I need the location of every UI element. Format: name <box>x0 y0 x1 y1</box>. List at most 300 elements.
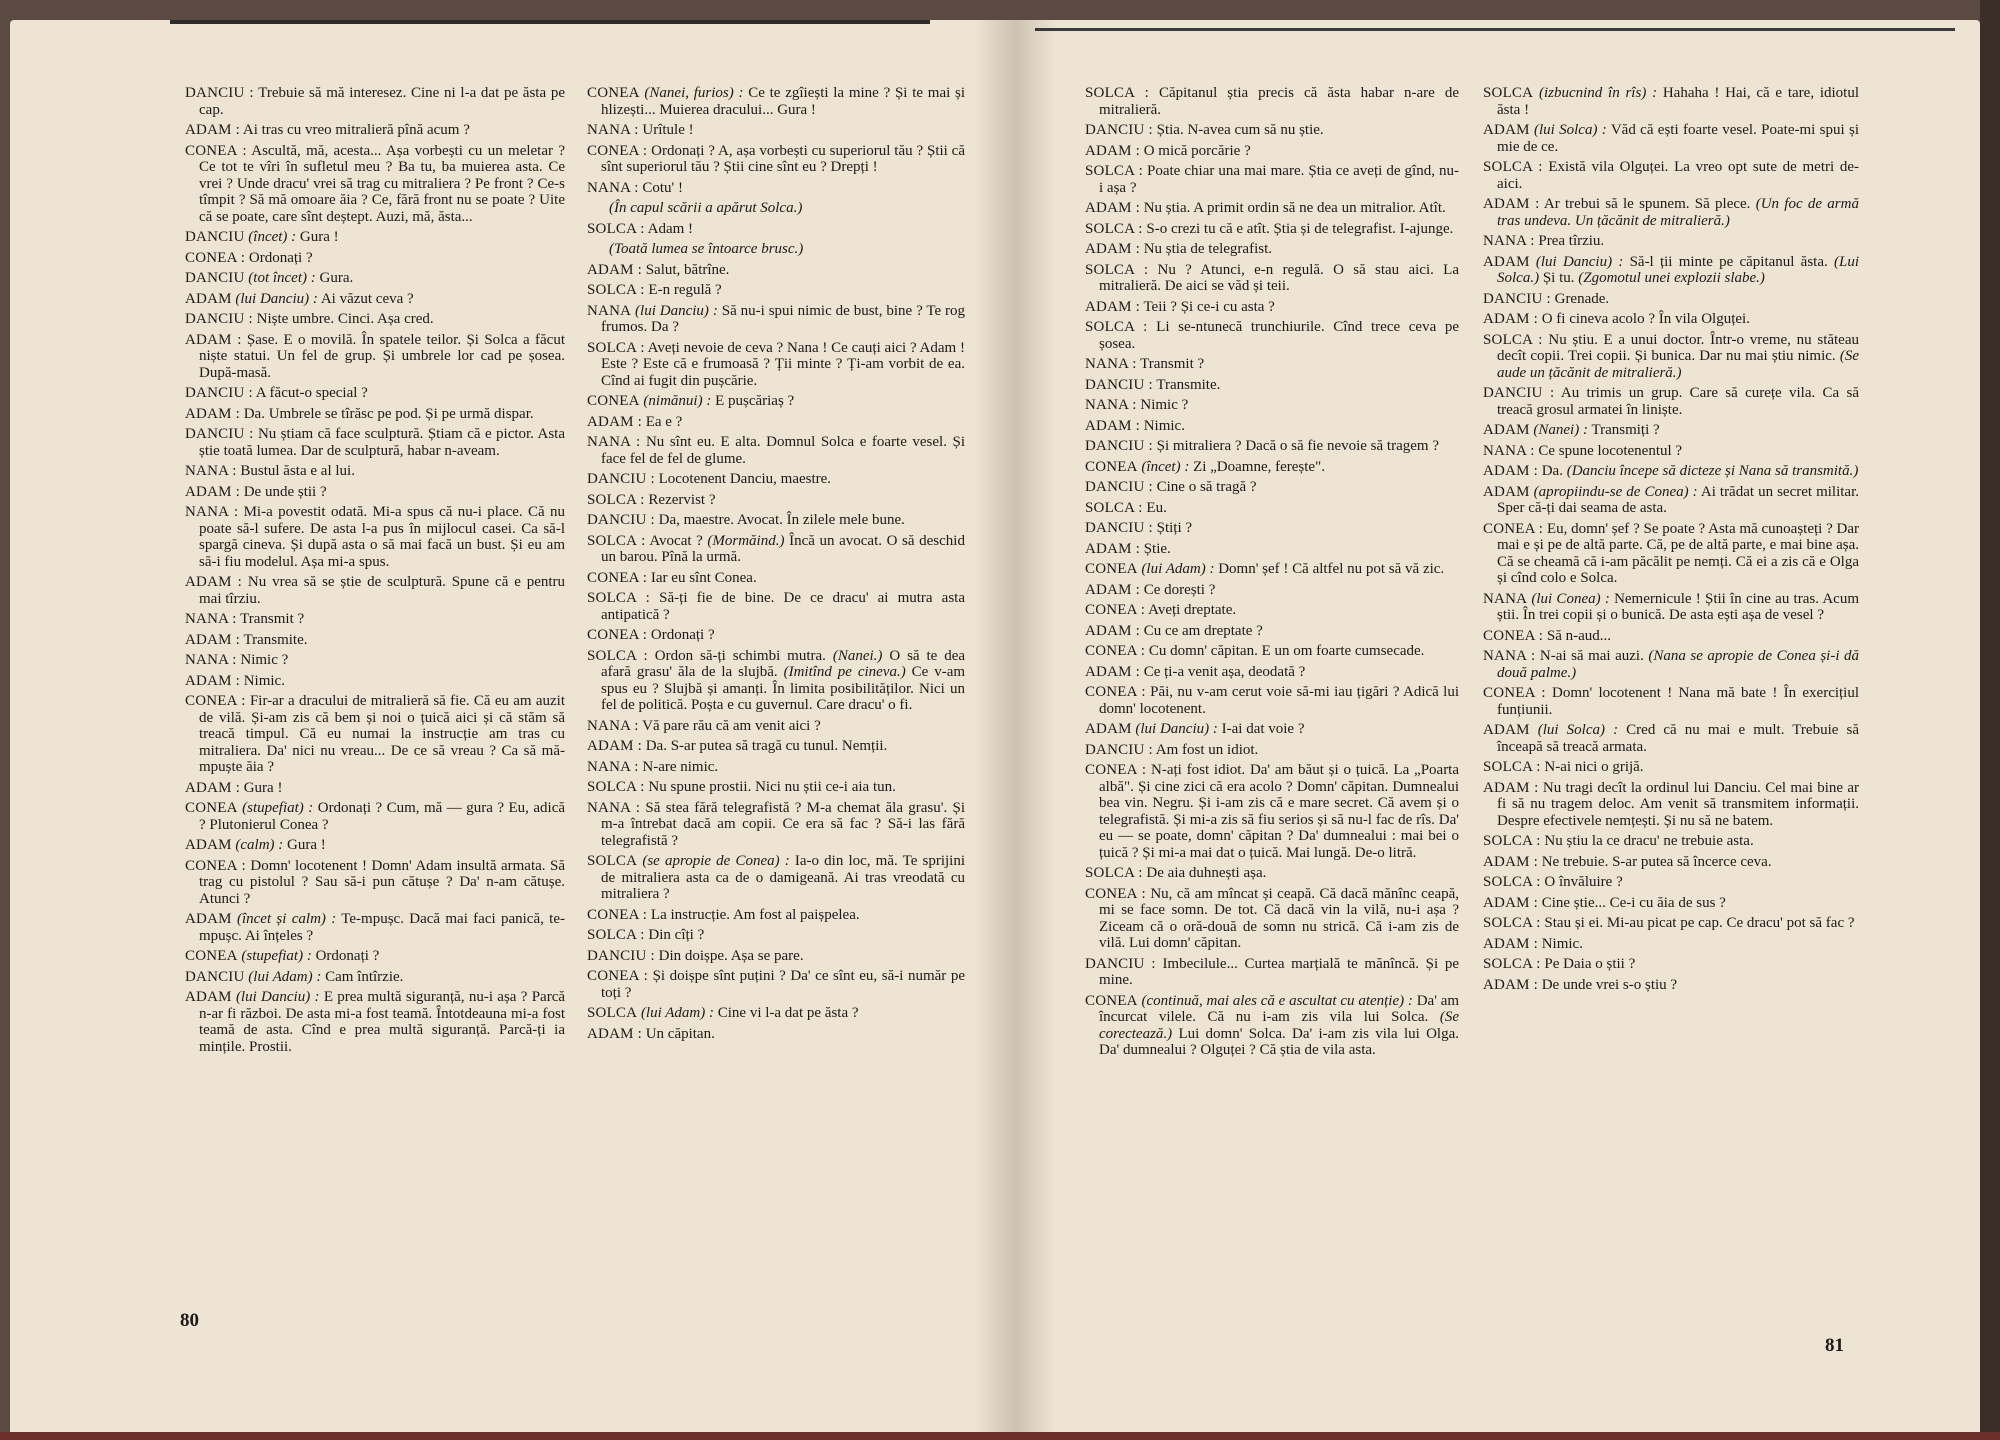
speaker-name: DANCIU <box>185 229 245 245</box>
right-page <box>1015 20 1980 1435</box>
dialogue-line <box>1483 648 1859 681</box>
dialogue-line <box>1483 122 1859 155</box>
speaker-name: SOLCA : <box>1085 319 1148 335</box>
line-text: De aia duhnești așa. <box>1146 865 1267 881</box>
speaker-name: CONEA : <box>185 693 246 709</box>
line-text: Urîtule ! <box>642 122 694 138</box>
dialogue-line <box>587 800 965 850</box>
line-text: Niște umbre. Cinci. Așa cred. <box>256 311 434 327</box>
speaker-name: DANCIU : <box>1085 122 1153 138</box>
stage-direction-inline: (Se corectează.) <box>1099 1009 1460 1042</box>
dialogue-line <box>1085 438 1459 455</box>
dialogue-line <box>185 291 565 308</box>
line-text: E-n regulă ? <box>648 282 722 298</box>
stage-direction-inline: (încet) : <box>1141 458 1190 475</box>
dialogue-line <box>1085 721 1459 738</box>
line-text: Fir-ar a dracului de mitralieră să fie. Că eu am auzit de vilă. Și-am zis că bem și noi o țuică aici și că stăm să treacă timpul. Că eu numai la instrucție am tras cu mitraliera. Da' nici nu vreau... De ce să vreau ? Ca să mă-mpuște ăia ? <box>199 693 566 775</box>
speaker-name: SOLCA : <box>1483 833 1541 849</box>
speaker-name: ADAM : <box>185 122 240 138</box>
line-text: Și mitraliera ? Dacă o să fie nevoie să tragem ? <box>1156 438 1439 454</box>
speaker-name: SOLCA : <box>1483 874 1541 890</box>
speaker-name: ADAM : <box>1483 463 1538 479</box>
speaker-name: CONEA : <box>1085 643 1146 659</box>
speaker-name: SOLCA : <box>1085 261 1149 278</box>
line-text: Lui domn' Solca. Da' i-am zis vila lui Olga. Da' dumnealui ? Olguței ? Că știa de vila asta. <box>1099 1025 1460 1058</box>
speaker-name: ADAM : <box>1085 200 1140 216</box>
line-text: Eu. <box>1146 499 1167 516</box>
speaker-name: CONEA : <box>587 569 648 586</box>
stage-direction-inline: (Nana se apropie de Conea și-i dă două palme.) <box>1497 648 1860 681</box>
line-text: Vă pare rău că am venit aici ? <box>642 717 821 734</box>
dialogue-line <box>587 570 965 587</box>
speaker-name: ADAM : <box>185 483 240 500</box>
stage-direction-inline: (stupefiat) : <box>241 948 312 964</box>
left-column-2 <box>587 85 965 1046</box>
line-text: Să-ți fie de bine. De ce dracu' ai mutra asta antipatică ? <box>601 590 966 623</box>
speaker-name: ADAM : <box>185 631 240 648</box>
dialogue-line <box>1085 479 1459 496</box>
dialogue-line <box>1085 623 1459 640</box>
dialogue-line <box>587 340 965 390</box>
line-text: Cu domn' căpitan. E un om foarte cumsecade. <box>1148 643 1425 659</box>
line-text: Avocat ? <box>649 532 703 549</box>
line-text: Gura ! <box>287 837 326 853</box>
speaker-name: ADAM : <box>587 1025 642 1042</box>
stage-direction-inline: (lui Danciu) : <box>235 290 318 307</box>
dialogue-line <box>185 911 565 944</box>
line-text: Nu, că am mîncat și ceapă. Că dacă mănînc ceapă, mi se face somn. De tot. Că dacă vin la vilă, nu-i așa ? Ziceam că o oră-două de somn nu strică. Că i-am zis de vilă. Lui domn' căpitan. <box>1099 885 1460 951</box>
line-text: De unde știi ? <box>243 483 327 500</box>
dialogue-line <box>1085 122 1459 139</box>
speaker-name: DANCIU <box>185 968 245 985</box>
speaker-name: DANCIU : <box>1085 479 1153 495</box>
left-column-1 <box>185 85 565 1059</box>
speaker-name: ADAM : <box>1483 311 1538 327</box>
speaker-name: NANA : <box>587 434 641 450</box>
dialogue-line <box>1085 85 1459 118</box>
line-text: Gura. <box>319 270 354 286</box>
dialogue-line <box>1483 854 1859 871</box>
speaker-name: SOLCA <box>587 853 638 869</box>
speaker-name: ADAM : <box>1483 779 1539 796</box>
dialogue-line <box>587 143 965 176</box>
dialogue-line <box>185 270 565 287</box>
right-column-2 <box>1483 85 1859 997</box>
line-text: Ai tras cu vreo mitralieră pînă acum ? <box>242 122 470 138</box>
line-text: Cine știe... Ce-i cu ăia de sus ? <box>1541 894 1726 911</box>
line-text: Transmite. <box>243 631 308 648</box>
top-rule <box>1035 28 1955 31</box>
dialogue-line <box>587 779 965 796</box>
stage-direction-inline: (lui Conea) : <box>1531 590 1610 607</box>
line-text: Ordonați ? Cum, mă — gura ? Eu, adică ? Plutonierul Conea ? <box>199 800 566 833</box>
dialogue-line <box>1483 895 1859 912</box>
line-text: Ordon să-ți schimbi mutra. <box>654 647 826 664</box>
speaker-name: ADAM : <box>587 413 642 430</box>
speaker-name: ADAM <box>185 837 232 853</box>
speaker-name: CONEA : <box>1085 885 1146 902</box>
speaker-name: ADAM : <box>1085 622 1140 639</box>
line-text: Ar trebui să le spunem. Să plece. <box>1543 196 1751 212</box>
dialogue-line <box>1085 602 1459 619</box>
line-text: Aveți nevoie de ceva ? Nana ! Ce cauți aici ? Adam ! Este ? Este că e frumoasă ? Ții minte ? Ți-am vorbit de ea. Cînd ai fugit din pușcărie. <box>601 339 965 389</box>
line-text: N-ați fost idiot. Da' am băut și o țuică. La „Poarta albă". Și cine zici că era acolo ? Domn' căpitan. Dumnealui bea vin. Negru. Și i-am zis că e mare secret. Că avem și o telegrafistă. Și mi-a zis să fiu serios și să nu-l fac de rîs. Da' eu — se poate, domn' căpitan ? Da' dumnealui : mai bei o țuică ? Și mi-a mai dat o țuică. Mai lungă. De-o litră. <box>1099 762 1460 861</box>
dialogue-line <box>1483 254 1859 287</box>
stage-direction-inline: (lui Danciu) : <box>235 989 320 1005</box>
dialogue-line <box>185 332 565 382</box>
speaker-name: SOLCA : <box>1483 159 1543 175</box>
line-text: Nimic ? <box>240 652 289 668</box>
speaker-name: CONEA <box>185 800 238 816</box>
gutter-shadow <box>975 20 1015 1435</box>
line-text: Da. S-ar putea să tragă cu tunul. Nemții. <box>645 738 888 754</box>
stage-direction-inline: (se apropie de Conea) : <box>642 853 790 869</box>
speaker-name: CONEA <box>185 948 238 964</box>
speaker-name: ADAM : <box>185 405 240 422</box>
speaker-name: SOLCA : <box>587 282 645 298</box>
dialogue-line <box>1483 85 1859 118</box>
dialogue-line <box>1085 299 1459 316</box>
line-text: Nu știa. A primit ordin să ne dea un mitralior. Atît. <box>1143 200 1446 216</box>
line-text: Nimic. <box>1143 417 1185 434</box>
dialogue-line <box>1483 915 1859 932</box>
dialogue-line <box>587 180 965 197</box>
stage-direction-inline: (calm) : <box>235 837 284 853</box>
speaker-name: ADAM <box>185 290 232 307</box>
dialogue-line <box>587 1005 965 1022</box>
speaker-name: CONEA : <box>1483 627 1544 644</box>
line-text: Ce v-am spus eu ? Slujbă și amanți. În limita posibilităților. Nici un fel de politică. Poșta e cu guvernul. Care dracu' o fi. <box>601 664 966 713</box>
top-rule <box>170 20 930 24</box>
dialogue-line <box>1085 143 1459 160</box>
speaker-name: ADAM : <box>1483 894 1538 911</box>
line-text: Grenade. <box>1554 290 1610 307</box>
dialogue-line <box>185 504 565 570</box>
line-text: Cam întîrzie. <box>325 968 404 985</box>
line-text: Aveți dreptate. <box>1148 602 1237 618</box>
line-text: Mi-a povestit odată. Mi-a spus că nu-i place. Că nu poate să-l sufere. De asta l-a pus în mijlocul casei. Ca să-l spargă cineva. Și după asta o să mai facă un bust. Și eu am să-i fiu modelul. Așa mi-a spus. <box>199 504 566 570</box>
stage-direction-inline: (Mormăind.) <box>707 532 785 549</box>
dialogue-line <box>185 632 565 649</box>
line-text: Nemernicule ! Știi în cine au tras. Acum știi. În trei copii și o bunică. De asta ești așa de vesel ? <box>1497 590 1860 623</box>
stage-direction-inline: (lui Solca) : <box>1537 722 1619 738</box>
right-column-1 <box>1085 85 1459 1063</box>
speaker-name: ADAM : <box>185 779 240 796</box>
speaker-name: ADAM <box>1483 722 1530 738</box>
line-text: O fi cineva acolo ? În vila Olguței. <box>1541 311 1750 327</box>
line-text: N-ai să mai auzi. <box>1539 648 1644 664</box>
dialogue-line <box>1085 561 1459 578</box>
dialogue-line <box>185 574 565 607</box>
line-text: Zi „Doamne, ferește". <box>1193 458 1325 475</box>
dialogue-line <box>1085 241 1459 258</box>
line-text: O să te dea afară grasu' ăla de la slujbă. <box>601 647 966 680</box>
dialogue-line <box>1483 977 1859 994</box>
line-text: Încă un avocat. O să deschid un barou. Pînă la urmă. <box>601 532 965 565</box>
line-text: Și tu. <box>1542 270 1575 286</box>
speaker-name: NANA <box>1483 590 1528 607</box>
speaker-name: CONEA : <box>587 142 648 159</box>
dialogue-line <box>1483 196 1859 229</box>
dialogue-line <box>587 414 965 431</box>
line-text: Da. Umbrele se tîrăsc pe pod. Și pe urmă dispar. <box>243 405 534 422</box>
page-number-right: 81 <box>1825 1335 1844 1356</box>
dialogue-line <box>1483 874 1859 891</box>
line-text: Ai văzut ceva ? <box>320 290 414 307</box>
line-text: Din cîți ? <box>648 927 705 943</box>
speaker-name: CONEA <box>1085 992 1138 1009</box>
speaker-name: CONEA : <box>1085 762 1147 778</box>
speaker-name: SOLCA : <box>587 647 648 664</box>
speaker-name: DANCIU : <box>185 426 254 442</box>
stage-direction-inline: (apropiindu-se de Conea) : <box>1533 483 1698 500</box>
line-text: E pușcăriaș ? <box>715 393 795 409</box>
dialogue-line <box>1085 865 1459 882</box>
dialogue-line <box>1483 591 1859 624</box>
line-text: Ai trădat un secret militar. Sper că-ți dai seama de asta. <box>1497 483 1860 516</box>
line-text: Gura ! <box>299 229 339 245</box>
line-text: Domn' locotenent ! Domn' Adam insultă armata. Să trag cu pistolul ? Sau să-i pun cătușe ? Da' n-am cătușe. Atunci ? <box>199 857 565 907</box>
stage-direction-inline: (lui Danciu) : <box>1135 721 1218 737</box>
speaker-name: NANA <box>587 302 632 319</box>
dialogue-line <box>185 385 565 402</box>
line-text: Nu vrea să se știe de sculptură. Spune că e pentru mai tîrziu. <box>199 574 566 607</box>
line-text: Eu, domn' șef ? Se poate ? Asta mă cunoașteți ? Dar mai e și pe de altă parte. Că, pe de altă parte, e mai bine așa. Că se cheamă că i-am păcălit pe nemți. Că ei a zis că e Olga și cînd colo e Solca. <box>1497 520 1860 586</box>
stage-direction-inline: (Zgomotul unei explozii slabe.) <box>1578 270 1765 286</box>
line-text: De unde vrei s-o știu ? <box>1541 976 1678 993</box>
speaker-name: SOLCA : <box>1085 220 1143 237</box>
line-text: Nu știa de telegrafist. <box>1143 241 1272 257</box>
dialogue-line <box>1085 684 1459 717</box>
line-text: Ordonați ? <box>315 948 380 964</box>
line-text: Transmit ? <box>1140 356 1205 372</box>
dialogue-line <box>1483 233 1859 250</box>
dialogue-line <box>185 837 565 854</box>
speaker-name: CONEA <box>1085 561 1138 577</box>
speaker-name: SOLCA : <box>1085 85 1149 101</box>
speaker-name: SOLCA : <box>587 927 645 943</box>
line-text: I-ai dat voie ? <box>1221 721 1305 737</box>
line-text: Ce te zgîiești la mine ? Și te mai și hlizești... Muierea dracului... Gura ! <box>601 85 966 118</box>
speaker-name: SOLCA : <box>1483 956 1541 972</box>
speaker-name: SOLCA : <box>1483 759 1541 775</box>
dialogue-line <box>587 590 965 623</box>
line-text: Să n-aud... <box>1546 627 1612 644</box>
dialogue-line <box>185 143 565 226</box>
speaker-name: ADAM <box>185 911 232 927</box>
dialogue-line <box>587 853 965 903</box>
speaker-name: CONEA : <box>587 968 648 984</box>
dialogue-line <box>587 85 965 118</box>
stage-direction-inline: (Danciu începe să dicteze și Nana să transmită.) <box>1566 463 1859 479</box>
line-text: Cine vi l-a dat pe ăsta ? <box>717 1005 859 1021</box>
dialogue-line <box>1483 685 1859 718</box>
line-text: S-o crezi tu că e atît. Știa și de telegrafist. I-ajunge. <box>1146 220 1454 237</box>
stage-direction: (În capul scării a apărut Solca.) <box>609 200 803 216</box>
line-text: Cred că nu mai e mult. Trebuie să înceapă să treacă armata. <box>1497 722 1859 755</box>
line-text: Au trimis un grup. Care să curețe vila. Ca să treacă grosul armatei în liniște. <box>1497 385 1859 418</box>
dialogue-line <box>1085 500 1459 517</box>
dialogue-line <box>1483 722 1859 755</box>
speaker-name: CONEA <box>587 85 640 101</box>
dialogue-line <box>1085 262 1459 295</box>
dialogue-line <box>1085 397 1459 414</box>
speaker-name: CONEA : <box>185 142 247 159</box>
dialogue-line <box>185 311 565 328</box>
line-text: La instrucție. Am fost al paișpelea. <box>650 906 860 923</box>
speaker-name: ADAM <box>1483 422 1530 438</box>
speaker-name: NANA : <box>587 122 639 138</box>
speaker-name: SOLCA : <box>587 779 645 795</box>
dialogue-line <box>185 800 565 833</box>
speaker-name: SOLCA <box>1483 85 1534 101</box>
line-text: O învăluire ? <box>1544 874 1623 890</box>
line-text: Domn' șef ! Că altfel nu pot să vă zic. <box>1218 561 1445 577</box>
stage-direction-inline: (tot încet) : <box>248 270 316 286</box>
line-text: Ordonați ? A, așa vorbești cu superiorul tău ? Știi că sînt superiorul tău ? Știi cine sînt eu ? Drepți ! <box>601 142 965 175</box>
line-text: Hahaha ! Hai, că e tare, idiotul ăsta ! <box>1497 85 1860 118</box>
speaker-name: ADAM : <box>1483 976 1538 993</box>
speaker-name: ADAM <box>1483 253 1530 270</box>
dialogue-line <box>587 434 965 467</box>
dialogue-line <box>1085 377 1459 394</box>
stage-direction-inline: (Un foc de armă tras undeva. Un țăcănit de mitralieră.) <box>1497 196 1859 229</box>
line-text: Transmite. <box>1156 376 1221 393</box>
line-text: Din doișpe. Așa se pare. <box>658 947 804 964</box>
book-edge <box>1980 0 2000 1440</box>
line-text: Să nu-i spui nimic de bust, bine ? Te rog frumos. Da ? <box>601 302 966 335</box>
line-text: Ascultă, mă, acesta... Așa vorbești cu un meletar ? Ce tot te vîri în sufletul meu ? Ba tu, ba muierea asta. Ce vrei ? Unde dracu' vrei să trag cu mitraliera ? Pe front ? Ce-s tîmpit ? Să mă omoare ăia ? Ce, fără front nu se poate ? Uite că se poate, care sînt deștept. Auzi, mă, ăsta... <box>199 142 565 225</box>
dialogue-line <box>587 738 965 755</box>
dialogue-line <box>1085 418 1459 435</box>
speaker-name: DANCIU : <box>587 471 655 487</box>
speaker-name: SOLCA : <box>587 491 645 508</box>
speaker-name: NANA : <box>185 652 237 668</box>
dialogue-line <box>1085 886 1459 952</box>
line-text: Transmiți ? <box>1591 422 1660 438</box>
speaker-name: ADAM <box>1483 483 1530 500</box>
page-number-left: 80 <box>180 1310 199 1331</box>
dialogue-line <box>1483 422 1859 439</box>
line-text: Da' am încurcat vilele. Că nu i-am zis vila lui Solca. <box>1099 992 1460 1025</box>
speaker-name: DANCIU : <box>185 385 253 401</box>
dialogue-line <box>1085 762 1459 861</box>
gutter-shadow <box>1015 20 1055 1435</box>
speaker-name: DANCIU : <box>1085 438 1153 454</box>
dialogue-line <box>185 85 565 118</box>
dialogue-line <box>1085 356 1459 373</box>
dialogue-line <box>185 250 565 267</box>
line-text: Cu ce am dreptate ? <box>1143 622 1263 639</box>
line-text: Transmit ? <box>240 611 305 627</box>
dialogue-line <box>185 780 565 797</box>
line-text: Nu ? Atunci, e-n regulă. O să stau aici. La mitralieră. De aici se văd și teii. <box>1099 261 1459 294</box>
speaker-name: NANA : <box>587 179 639 196</box>
speaker-name: NANA : <box>185 611 237 627</box>
speaker-name: DANCIU : <box>587 947 655 964</box>
dialogue-line <box>1483 956 1859 973</box>
line-text: Prea tîrziu. <box>1538 233 1605 249</box>
stage-direction-inline: (lui Danciu) : <box>1535 253 1624 270</box>
dialogue-line <box>185 948 565 965</box>
dialogue-line <box>1085 319 1459 352</box>
dialogue-line <box>1483 936 1859 953</box>
dialogue-line <box>1085 956 1459 989</box>
stage-direction-inline: (Se aude un țăcănit de mitralieră.) <box>1497 348 1859 381</box>
speaker-name: ADAM : <box>1085 142 1140 159</box>
line-text: Nu tragi decît la ordinul lui Danciu. Cel mai bine ar fi să nu tragem deloc. Am venit să transmitem informații. Despre efectivele nemțești. Și nu să ne batem. <box>1497 779 1860 829</box>
speaker-name: CONEA : <box>1085 684 1146 700</box>
speaker-name: SOLCA : <box>587 590 651 606</box>
line-text: Există vila Olguței. La vreo opt sute de metri de-aici. <box>1497 159 1860 192</box>
dialogue-line <box>587 492 965 509</box>
dialogue-line <box>1085 221 1459 238</box>
line-text: Știe. <box>1143 540 1171 557</box>
dialogue-line <box>587 221 965 238</box>
dialogue-line <box>1483 833 1859 850</box>
speaker-name: CONEA : <box>1085 602 1146 618</box>
dialogue-line <box>185 989 565 1055</box>
speaker-name: CONEA : <box>185 249 246 266</box>
dialogue-line <box>1085 200 1459 217</box>
stage-direction-inline: (stupefiat) : <box>242 800 314 816</box>
stage-direction-inline: (încet și calm) : <box>236 911 337 927</box>
dialogue-line <box>1085 459 1459 476</box>
speaker-name: NANA : <box>185 463 237 479</box>
dialogue-line <box>185 484 565 501</box>
line-text: Un căpitan. <box>645 1025 715 1042</box>
dialogue-line <box>185 611 565 628</box>
speaker-name: ADAM : <box>1085 663 1140 680</box>
line-text: Nimic. <box>1541 935 1583 952</box>
dialogue-line <box>1483 311 1859 328</box>
line-text: Rezervist ? <box>648 491 716 508</box>
speaker-name: NANA : <box>185 504 239 520</box>
line-text: Cine o să tragă ? <box>1156 479 1257 495</box>
line-text: Domn' locotenent ! Nana mă bate ! În exercițiul funțiunii. <box>1497 685 1860 718</box>
dialogue-line <box>587 907 965 924</box>
dialogue-line <box>1085 541 1459 558</box>
line-text: Te-mpușc. Dacă mai faci panică, te-mpușc. Ai înțeles ? <box>199 911 566 944</box>
dialogue-line <box>185 858 565 908</box>
line-text: Bustul ăsta e al lui. <box>240 463 355 479</box>
line-text: Ea e ? <box>645 413 683 430</box>
line-text: Nu știu. E a unui doctor. Într-o vreme, nu stăteau decît copii. Trei copii. Și bunica. Dar nu mai știu nimic. <box>1497 331 1860 364</box>
speaker-name: NANA : <box>1483 233 1535 249</box>
speaker-name: SOLCA : <box>1483 331 1543 348</box>
dialogue-line <box>1085 664 1459 681</box>
speaker-name: NANA : <box>587 717 639 734</box>
dialogue-line <box>1483 291 1859 308</box>
stage-direction-inline: (Nanei) : <box>1533 422 1588 438</box>
dialogue-line <box>1085 643 1459 660</box>
line-text: Stau și ei. Mi-au picat pe cap. Ce dracu' pot să fac ? <box>1544 915 1855 931</box>
line-text: Ce spune locotenentul ? <box>1538 442 1683 459</box>
dialogue-line <box>587 759 965 776</box>
speaker-name: ADAM : <box>587 261 642 278</box>
line-text: Și doișpe sînt puțini ? Da' ce sînt eu, să-i număr pe toți ? <box>601 968 966 1001</box>
dialogue-line <box>185 426 565 459</box>
dialogue-line <box>1085 993 1459 1059</box>
dialogue-line <box>185 122 565 139</box>
speaker-name: DANCIU : <box>1085 520 1153 536</box>
speaker-name: DANCIU : <box>1085 741 1153 758</box>
line-text: Poate chiar una mai mare. Știa ce aveți de gînd, nu-i așa ? <box>1099 163 1459 196</box>
speaker-name: ADAM : <box>1483 853 1538 870</box>
dialogue-line <box>185 969 565 986</box>
line-text: Păi, nu v-am cerut voie să-mi iau țigări ? Adică lui domn' locotenent. <box>1099 684 1460 717</box>
line-text: Ce ți-a venit așa, deodată ? <box>1143 663 1306 680</box>
